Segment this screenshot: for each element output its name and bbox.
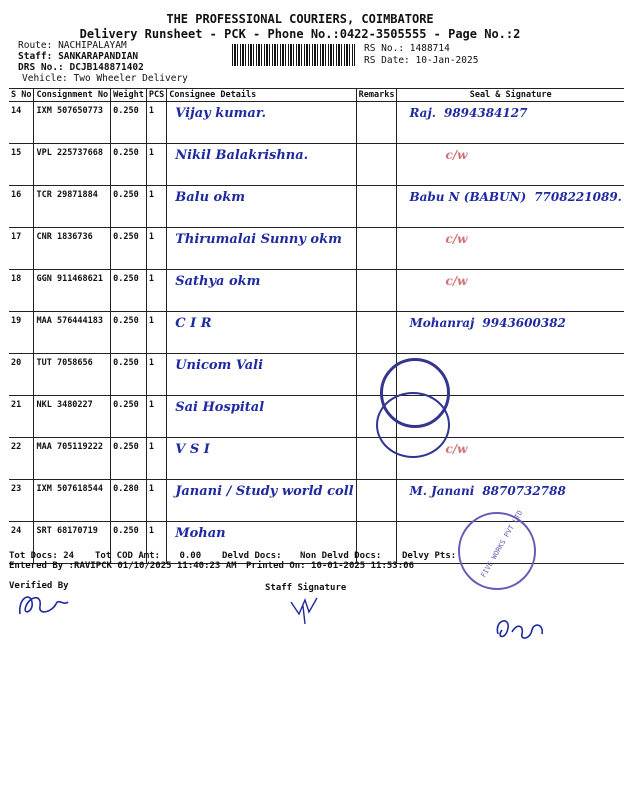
consignee-cell — [167, 102, 356, 144]
pcs-cell: 1 — [146, 480, 166, 522]
drs-value: DCJB148871402 — [69, 62, 144, 73]
extra-signature — [490, 610, 550, 646]
sno-cell: 22 — [9, 438, 34, 480]
consignee-cell — [167, 228, 356, 270]
pcs-cell: 1 — [146, 354, 166, 396]
consignee-cell — [167, 438, 356, 480]
rs-date-line — [364, 55, 478, 66]
signature-handwriting: Mohanraj — [409, 316, 475, 330]
consignee-handwriting: Unicom Vali — [175, 358, 264, 373]
remarks-cell — [356, 144, 397, 186]
consignment-cell: SRT 68170719 — [34, 522, 111, 564]
company-title: THE PROFESSIONAL COURIERS, COIMBATORE — [166, 12, 434, 26]
phone-handwriting — [467, 442, 475, 456]
weight-cell: 0.250 — [111, 186, 147, 228]
pcs-cell: 1 — [146, 102, 166, 144]
rs-no-value: 1488714 — [409, 43, 450, 54]
consignee-cell — [167, 354, 356, 396]
phone-handwriting: 7708221089. — [534, 190, 622, 204]
table-row — [9, 354, 624, 396]
sno-cell: 24 — [9, 522, 34, 564]
remarks-cell — [356, 270, 397, 312]
pcs-cell: 1 — [146, 228, 166, 270]
consignment-cell: MAA 576444183 — [34, 312, 111, 354]
col-remarks: Remarks — [356, 89, 397, 102]
weight-cell: 0.280 — [111, 480, 147, 522]
signature-handwriting: Raj. — [409, 106, 436, 120]
signature-handwriting: c/w — [445, 148, 468, 162]
rs-date-value: 10-Jan-2025 — [415, 55, 479, 66]
table-row — [9, 396, 624, 438]
weight-cell: 0.250 — [111, 312, 147, 354]
vehicle-value: Two Wheeler Delivery — [73, 73, 188, 84]
verified-signature — [12, 586, 72, 622]
weight-cell: 0.250 — [111, 354, 147, 396]
consignee-cell — [167, 270, 356, 312]
non-delvd-docs-label: Non Delvd Docs: — [300, 551, 382, 561]
consignee-handwriting: Mohan — [175, 526, 226, 541]
signature-cell — [397, 144, 624, 186]
weight-cell: 0.250 — [111, 270, 147, 312]
sno-cell: 17 — [9, 228, 34, 270]
consignee-cell — [167, 480, 356, 522]
table-body — [9, 102, 624, 564]
drs-line — [18, 62, 144, 73]
weight-cell: 0.250 — [111, 522, 147, 564]
remarks-cell — [356, 228, 397, 270]
table-header-row — [9, 89, 624, 102]
runsheet-table — [9, 88, 624, 564]
col-sno: S No — [9, 89, 34, 102]
consignee-cell — [167, 144, 356, 186]
consignee-cell — [167, 312, 356, 354]
tot-docs-value: 24 — [63, 551, 75, 561]
pcs-cell: 1 — [146, 438, 166, 480]
consignment-cell: IXM 507650773 — [34, 102, 111, 144]
staff-signature — [285, 592, 325, 626]
consignee-cell — [167, 186, 356, 228]
entered-label: Entered By : — [9, 561, 75, 571]
pcs-cell: 1 — [146, 144, 166, 186]
consignment-cell: TUT 7058656 — [34, 354, 111, 396]
tot-cod — [95, 551, 201, 561]
sno-cell: 18 — [9, 270, 34, 312]
table-row — [9, 186, 624, 228]
vehicle-label: Vehicle: — [22, 73, 68, 84]
tot-docs-label: Tot Docs: — [9, 551, 58, 561]
phone-handwriting: 9943600382 — [482, 316, 566, 330]
table-row — [9, 438, 624, 480]
pcs-cell: 1 — [146, 186, 166, 228]
pcs-cell: 1 — [146, 522, 166, 564]
table-row — [9, 270, 624, 312]
stamp-text: FIVE WORKS PVT LTD — [479, 509, 525, 579]
drs-label: DRS No.: — [18, 62, 64, 73]
col-consignee: Consignee Details — [167, 89, 356, 102]
tot-cod-label: Tot COD Amt: — [95, 551, 161, 561]
signature-handwriting: c/w — [445, 274, 468, 288]
verified-by-label: Verified By — [9, 581, 69, 591]
signature-handwriting: c/w — [445, 232, 468, 246]
printed-on — [246, 561, 414, 571]
signature-cell — [397, 312, 624, 354]
entered-by — [9, 561, 237, 571]
table-row — [9, 312, 624, 354]
col-weight: Weight — [111, 89, 147, 102]
sno-cell: 21 — [9, 396, 34, 438]
printed-label: Printed On: — [246, 561, 306, 571]
tot-docs — [9, 551, 74, 561]
consignee-handwriting: Sai Hospital — [175, 400, 265, 415]
signature-cell — [397, 186, 624, 228]
tot-cod-value: 0.00 — [179, 551, 202, 561]
route-label: Route: — [18, 40, 53, 51]
rs-no-label: RS No.: — [364, 43, 405, 54]
remarks-cell — [356, 312, 397, 354]
sno-cell: 20 — [9, 354, 34, 396]
weight-cell: 0.250 — [111, 144, 147, 186]
consignee-handwriting: Balu okm — [175, 190, 245, 205]
consignment-cell: TCR 29871884 — [34, 186, 111, 228]
signature-handwriting: c/w — [445, 442, 468, 456]
delvd-docs-label: Delvd Docs: — [222, 551, 282, 561]
consignee-handwriting: Vijay kumar. — [175, 106, 267, 121]
rs-no-line — [364, 43, 450, 54]
consignment-cell: NKL 3480227 — [34, 396, 111, 438]
consignee-handwriting: Nikil Balakrishna. — [175, 148, 309, 163]
signature-handwriting — [399, 526, 409, 540]
table-row — [9, 102, 624, 144]
route-line — [18, 40, 127, 51]
phone-handwriting — [467, 232, 475, 246]
weight-cell: 0.250 — [111, 438, 147, 480]
remarks-cell — [356, 480, 397, 522]
consignee-handwriting: V S I — [175, 442, 210, 457]
staff-label: Staff: — [18, 51, 53, 62]
entered-value: RAVIPCK 01/10/2025 11:40:23 AM — [74, 561, 237, 571]
col-pcs: PCS — [146, 89, 166, 102]
remarks-cell — [356, 186, 397, 228]
phone-handwriting — [467, 274, 475, 288]
pcs-cell: 1 — [146, 270, 166, 312]
barcode — [232, 44, 355, 66]
rs-date-label: RS Date: — [364, 55, 410, 66]
printed-value: 10-01-2025 11:53:06 — [311, 561, 414, 571]
col-signature: Seal & Signature — [397, 89, 624, 102]
phone-handwriting: 8870732788 — [482, 484, 566, 498]
runsheet-subtitle: Delivery Runsheet - PCK - Phone No.:0422-3505555 - Page No.:2 — [79, 27, 521, 41]
phone-handwriting — [467, 148, 475, 162]
weight-cell: 0.250 — [111, 102, 147, 144]
table-row — [9, 144, 624, 186]
sno-cell: 14 — [9, 102, 34, 144]
phone-handwriting — [409, 526, 417, 540]
signature-handwriting: Babu N (BABUN) — [409, 190, 527, 204]
consignment-cell: GGN 911468621 — [34, 270, 111, 312]
signature-cell — [397, 102, 624, 144]
remarks-cell — [356, 102, 397, 144]
table-row — [9, 228, 624, 270]
consignee-cell — [167, 396, 356, 438]
vehicle-line — [22, 73, 188, 84]
consignee-handwriting: Thirumalai Sunny okm — [175, 232, 342, 247]
table-row — [9, 480, 624, 522]
pcs-cell: 1 — [146, 312, 166, 354]
sno-cell: 23 — [9, 480, 34, 522]
delvy-pts-label: Delvy Pts: — [402, 551, 457, 561]
signature-handwriting: M. Janani — [409, 484, 475, 498]
sno-cell: 16 — [9, 186, 34, 228]
route-value: NACHIPALAYAM — [58, 40, 127, 51]
staff-line — [18, 51, 138, 62]
consignee-handwriting: Sathya okm — [175, 274, 261, 289]
consignment-cell: CNR 1836736 — [34, 228, 111, 270]
sno-cell: 15 — [9, 144, 34, 186]
consignment-cell: MAA 705119222 — [34, 438, 111, 480]
consignment-cell: VPL 225737668 — [34, 144, 111, 186]
signature-cell — [397, 270, 624, 312]
consignment-cell: IXM 507618544 — [34, 480, 111, 522]
col-consignment: Consignment No — [34, 89, 111, 102]
consignee-handwriting: C I R — [175, 316, 212, 331]
sno-cell: 19 — [9, 312, 34, 354]
weight-cell: 0.250 — [111, 396, 147, 438]
pcs-cell: 1 — [146, 396, 166, 438]
staff-value: SANKARAPANDIAN — [58, 51, 139, 62]
weight-cell: 0.250 — [111, 228, 147, 270]
consignee-handwriting: Janani / Study world coll — [175, 484, 354, 499]
staff-signature-label: Staff Signature — [265, 583, 347, 593]
seal-stamp — [376, 392, 450, 458]
phone-handwriting: 9894384127 — [443, 106, 528, 120]
signature-cell — [397, 228, 624, 270]
